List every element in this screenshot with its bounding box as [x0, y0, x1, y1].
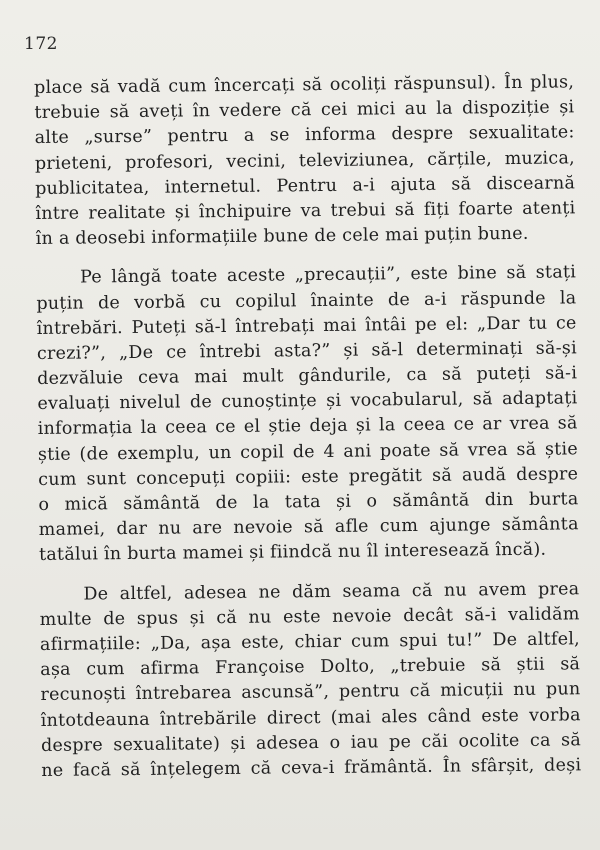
body-text — [34, 70, 582, 798]
text-line: multe de spus și că nu este nevoie decât să-i validăm — [39, 604, 580, 630]
text-line: recunoști întrebarea ascunsă”, pentru că micuții nu pun — [40, 679, 581, 706]
text-line: crezi?”, „De ce întrebi asta?” și să-l determinați să-și — [36, 338, 577, 364]
paragraph-3 — [39, 577, 581, 784]
text-line: în a deosebi informațiile bune de cele mai puțin bune. — [35, 223, 529, 250]
text-line: așa cum afirma Françoise Dolto, „trebuie să știi să — [40, 654, 581, 681]
text-line: între realitate și închipuire va trebui să fiți foarte atenți — [35, 198, 576, 224]
text-line: știe (de exemplu, un copil de 4 ani poate să vrea să știe — [37, 438, 579, 465]
page-number: 172 — [24, 34, 58, 54]
text-line: dezvăluie ceva mai mult gândurile, ca să puteți să-i — [37, 363, 578, 390]
text-line: publicitatea, internetul. Pentru a-i ajuta să discearnă — [35, 173, 576, 199]
text-line: alte „surse” pentru a se informa despre sexualitate: — [34, 122, 575, 149]
text-line: trebuie să aveți în vedere că cei mici au la dispoziție și — [34, 97, 575, 124]
paragraph-1 — [34, 70, 576, 252]
text-line: despre sexualitate) și adesea o iau pe căi ocolite ca să — [40, 729, 582, 756]
text-line: întotdeauna întrebările direct (mai ales când este vorba — [40, 704, 581, 731]
text-line: prieteni, profesori, vecini, televiziunea, cărțile, muzica, — [34, 147, 575, 174]
text-line: place să vadă cum încercați să ocoliți răspunsul). În plus, — [34, 72, 575, 98]
text-line: tatălui în burta mamei și fiindcă nu îl interesează încă). — [38, 540, 547, 566]
text-line: ne facă să înțelegem că ceva-i frământă. În sfârșit, deși — [41, 755, 582, 781]
text-line: mamei, dar nu are nevoie să afle cum ajunge sământa — [38, 514, 579, 541]
text-line: întrebări. Puteți să-l întrebați mai întâi pe el: „Dar tu ce — [36, 313, 577, 339]
text-line: De altfel, adesea ne dăm seama că nu avem prea — [83, 578, 580, 605]
text-line: Pe lângă toate aceste „precauții”, este bine să stați — [80, 262, 577, 288]
text-line: puțin de vorbă cu copilul înainte de a-i răspunde la — [36, 287, 577, 314]
text-line: cum sunt concepuți copiii: este pregătit să audă despre — [38, 464, 579, 490]
text-line: o mică sământă de la tata și o sământă din burta — [38, 489, 579, 515]
text-line: afirmațiile: „Da, așa este, chiar cum spui tu!” De altfel, — [39, 629, 581, 655]
text-line: informația la ceea ce el știe deja și la ceea ce ar vrea să — [37, 413, 578, 440]
paragraph-2 — [36, 261, 579, 569]
text-line: evaluați nivelul de cunoștințe și vocabularul, să adaptați — [37, 388, 578, 415]
